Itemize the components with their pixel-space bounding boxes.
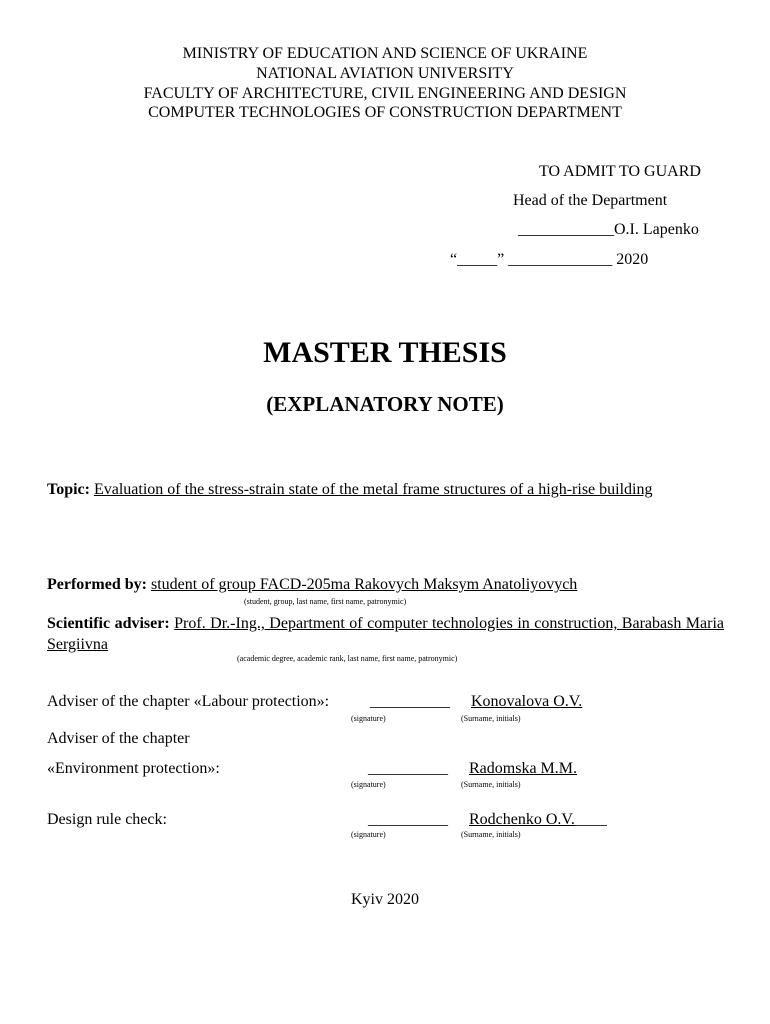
design-signature-blank: __________ (368, 811, 448, 828)
design-name: Rodchenko O.V. (469, 811, 575, 828)
admit-date-line: “_____” _____________ 2020 (450, 251, 649, 268)
environment-label-line1: Adviser of the chapter (47, 730, 190, 747)
head-of-department: Head of the Department (513, 192, 668, 209)
performed-block (47, 576, 577, 594)
university-line: NATIONAL AVIATION UNIVERSITY (256, 65, 514, 82)
admit-heading: TO ADMIT TO GUARD (539, 163, 701, 180)
design-signature-hint: (signature) (351, 830, 386, 839)
faculty-line: FACULTY OF ARCHITECTURE, CIVIL ENGINEERING AND DESIGN (143, 85, 627, 102)
labour-name-hint: (Surname, initials) (461, 714, 521, 723)
environment-signature-hint: (signature) (351, 780, 386, 789)
document-title: MASTER THESIS (263, 336, 507, 369)
environment-name: Radomska M.M. (469, 760, 577, 777)
ministry-line: MINISTRY OF EDUCATION AND SCIENCE OF UKRAINE (182, 45, 588, 62)
topic-block (47, 479, 727, 500)
performed-text: student of group FACD-205ma Rakovych Maksym Anatoliyovych (150, 576, 578, 593)
adviser-hint: (academic degree, academic rank, last name, first name, patronymic) (237, 654, 458, 663)
design-name-hint: (Surname, initials) (461, 830, 521, 839)
document-subtitle: (EXPLANATORY NOTE) (266, 392, 504, 416)
design-trail: ____ (574, 811, 607, 828)
adviser-block (47, 613, 724, 655)
labour-name: Konovalova O.V. (471, 693, 583, 710)
labour-label: Adviser of the chapter «Labour protection»: (47, 693, 330, 710)
department-line: COMPUTER TECHNOLOGIES OF CONSTRUCTION DEPARTMENT (148, 104, 622, 121)
head-signature-line: ____________O.I. Lapenko (518, 221, 699, 238)
environment-name-hint: (Surname, initials) (461, 780, 521, 789)
environment-signature-blank: __________ (368, 760, 448, 777)
adviser-text: Prof. Dr.-Ing., Department of computer technologies in construction, Barabash Maria Sergiivna (47, 615, 725, 653)
adviser-label: Scientific adviser: (47, 615, 170, 632)
city-year: Kyiv 2020 (351, 891, 419, 908)
environment-label-line2: «Environment protection»: (47, 760, 220, 777)
labour-signature-blank: __________ (370, 693, 450, 710)
topic-label: Topic: (47, 481, 90, 498)
topic-text: Evaluation of the stress-strain state of the metal frame structures of a high-rise building (93, 481, 653, 498)
design-label: Design rule check: (47, 811, 167, 828)
labour-signature-hint: (signature) (351, 714, 386, 723)
design-name-line (469, 811, 607, 829)
performed-label: Performed by: (47, 576, 147, 593)
performed-hint: (student, group, last name, first name, patronymic) (244, 597, 407, 606)
